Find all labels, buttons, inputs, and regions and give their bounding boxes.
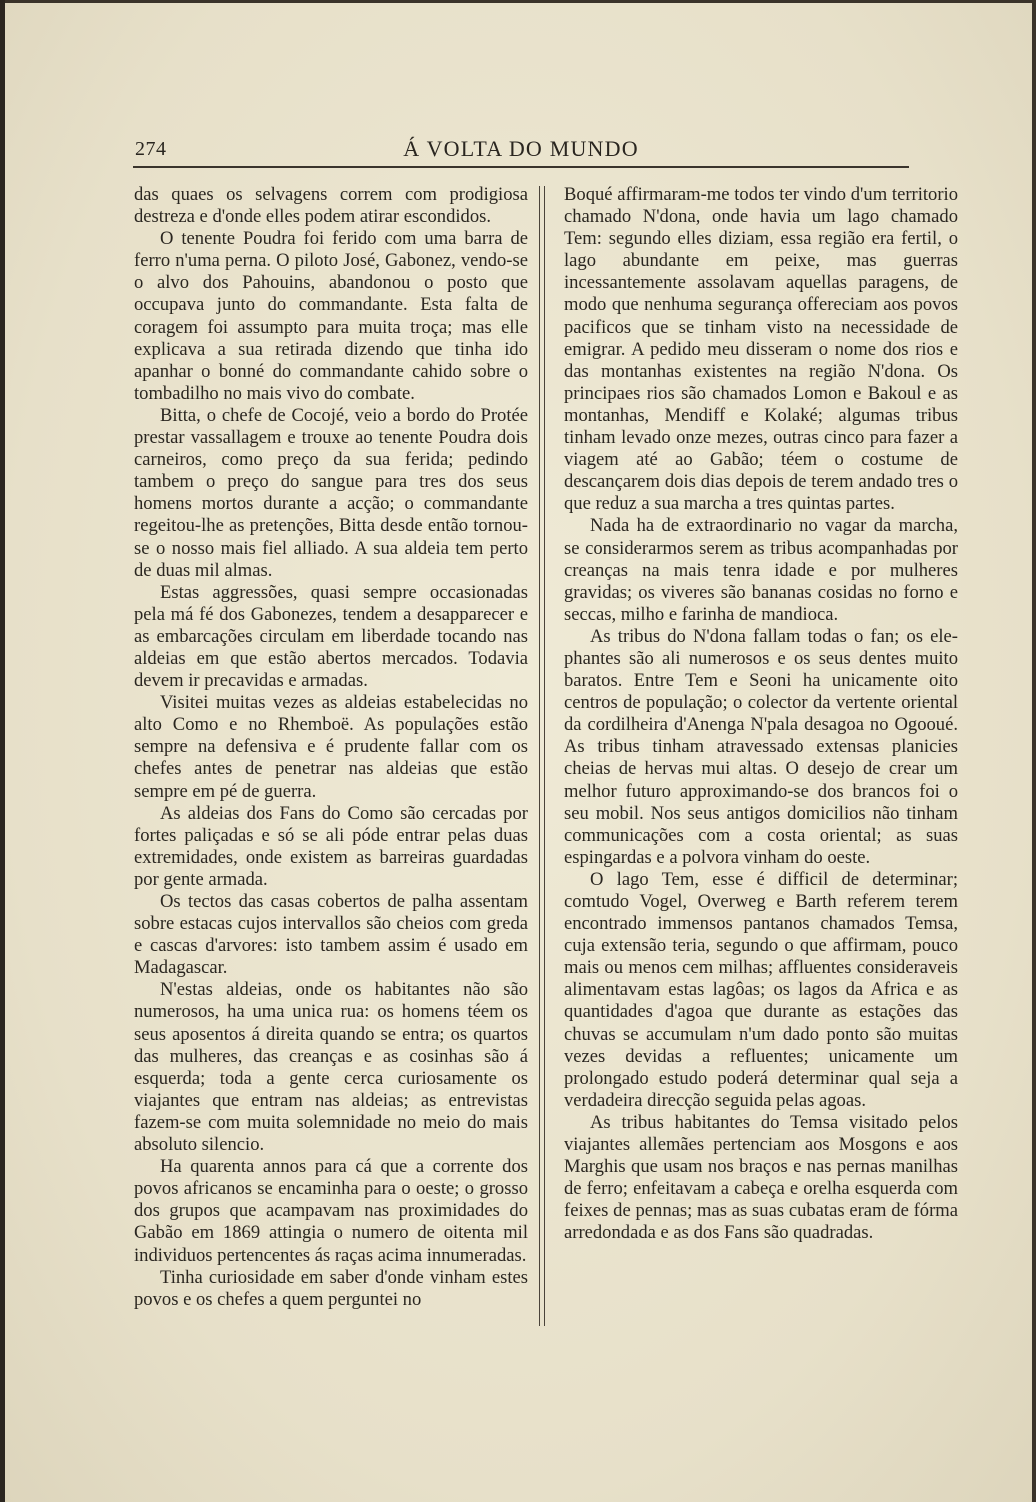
- paragraph: N'estas aldeias, onde os habitantes não são numerosos, ha uma unica rua: os homens téem os seus aposentos á direita quando se entra; os quartos das mulheres, das creanças e as cosinhas são á esquerda; toda a gente cerca curiosamente os viajantes que entram nas aldeias; as entrevistas fazem-se com muita solemnidade no meio do mais absoluto silencio.: [134, 979, 528, 1156]
- paragraph: Boqué affirmaram-me todos ter vindo d'um territorio chamado N'dona, onde havia um lago chamado Tem: segundo elles diziam, essa região era fertil, o lago abundante em peixe, mas guerras incessantemente assolavam aquellas paragens, de modo que nenhuma segurança offereciam aos povos pacificos que se tinham visto na necessidade de emigrar. A pedido meu disseram o nome dos rios e das montanhas existentes na região N'dona. Os principaes rios são chamados Lomon e Bakoul e as montanhas, Mendiff e Kolaké; algumas tribus tinham levado onze mezes, outras cinco para fazer a viagem até ao Gabão; téem o costume de descançarem dois dias depois de terem andado tres o que reduz a sua marcha a tres quintas partes.: [564, 184, 958, 515]
- paragraph: Visitei muitas vezes as aldeias estabelecidas no alto Como e no Rhemboë. As populações estão sempre na defensiva e é prudente fallar com os chefes antes de penetrar nas aldeias que estão sempre em pé de guerra.: [134, 692, 528, 802]
- paragraph: O lago Tem, esse é difficil de determinar; comtudo Vogel, Overweg e Barth referem terem encontrado immensos pantanos chamados Temsa, cuja extensão teria, segundo o que affirmam, pouco mais ou menos cem milhas; affluentes consideraveis alimentavam estas lagôas; os lagos da Africa e as quantidades d'agoa que durante as estações das chuvas se accumulam n'um dado ponto são muitas vezes devidas a refluentes; unicamente um prolongado estudo poderá determinar qual seja a verdadeira direcção seguida pelas agoas.: [564, 868, 958, 1111]
- paragraph: As tribus habitantes do Temsa visitado pelos viajantes allemães pertenciam aos Mosgons e aos Marghis que usam nos braços e nas pernas manilhas de ferro; enfeitavam a cabeça e orelha esquerda com feixes de pennas; mas as suas cubatas eram de fórma arredondada e as dos Fans são quadradas.: [564, 1111, 958, 1244]
- page-edge-left: [0, 0, 5, 1502]
- page-edge-right: [1032, 0, 1036, 1502]
- paragraph: Estas aggressões, quasi sempre occasionadas pela má fé dos Gabonezes, tendem a desapparecer e as embarcações circulam em liberdade tocando nas aldeias em que estão abertos mercados. Todavia devem ir precavidas e armadas.: [134, 581, 528, 692]
- column-divider: [539, 186, 545, 1326]
- paragraph: Os tectos das casas cobertos de palha assentam sobre estacas cujos intervallos são cheios com greda e cascas d'arvores: isto tambem assim é usado em Madagascar.: [134, 891, 528, 979]
- right-column: [564, 184, 958, 1245]
- paragraph: Ha quarenta annos para cá que a corrente dos povos africanos se encaminha para o oeste; o grosso dos grupos que acampavam nas proximidades do Gabão em 1869 attingia o numero de oitenta mil individuos pertencentes ás raças acima innumeradas.: [134, 1156, 528, 1266]
- journal-title: Á VOLTA DO MUNDO: [403, 136, 639, 161]
- paragraph: Tinha curiosidade em saber d'onde vinham estes povos e os chefes a quem perguntei no: [134, 1266, 528, 1310]
- running-head: [135, 136, 907, 164]
- page-edge-top: [0, 0, 1036, 3]
- header-rule: [133, 166, 909, 168]
- paragraph: Bitta, o chefe de Cocojé, veio a bordo do Protée prestar vassallagem e trouxe ao tenente Poudra dois carneiros, como preço da sua ferida; pedindo tambem o preço do sangue para tres dos seus homens mortos durante a acção; o commandante regeitou-lhe as pretenções, Bitta desde então tornou-se o nosso mais fiel alliado. A sua aldeia tem perto de duas mil almas.: [134, 404, 528, 581]
- paragraph: das quaes os selvagens correm com prodigiosa destreza e d'onde elles podem atirar escondidos.: [134, 184, 528, 228]
- page-number: 274: [135, 138, 167, 160]
- paragraph: Nada ha de extraordinario no vagar da marcha, se considerarmos serem as tribus acompanhadas por creanças na mais tenra idade e por mulheres gravidas; os viveres são bananas cosidas no forno e seccas, milho e farinha de mandioca.: [564, 515, 958, 625]
- left-column: [134, 184, 528, 1311]
- paragraph: O tenente Poudra foi ferido com uma barra de ferro n'uma perna. O piloto José, Gabonez, vendo-se o alvo dos Pahouins, abandonou o posto que occupava junto do commandante. Esta falta de coragem foi assumpto para muita troça; mas elle explicava a sua retirada dizendo que tinha ido apanhar o bonné do commandante cahido sobre o tombadilho no mais vivo do combate.: [134, 228, 528, 404]
- paragraph: As tribus do N'dona fallam todas o fan; os elephantes são ali numerosos e os seus dentes muito baratos. Entre Tem e Seoni ha unicamente oito centros de população; o colector da vertente oriental da cordilheira d'Anenga N'pala desagoa no Ogooué. As tribus tinham atravessado extensas planicies cheias de hervas mui altas. O desejo de crear um melhor futuro approximando-se dos brancos foi o seu mobil. Nos seus antigos domicilios não tinham communicações com a costa oriental; as suas espingardas e a polvora vinham do oeste.: [564, 625, 958, 868]
- paragraph: As aldeias dos Fans do Como são cercadas por fortes paliçadas e só se ali póde entrar pelas duas extremidades, onde existem as barreiras guardadas por gente armada.: [134, 802, 528, 890]
